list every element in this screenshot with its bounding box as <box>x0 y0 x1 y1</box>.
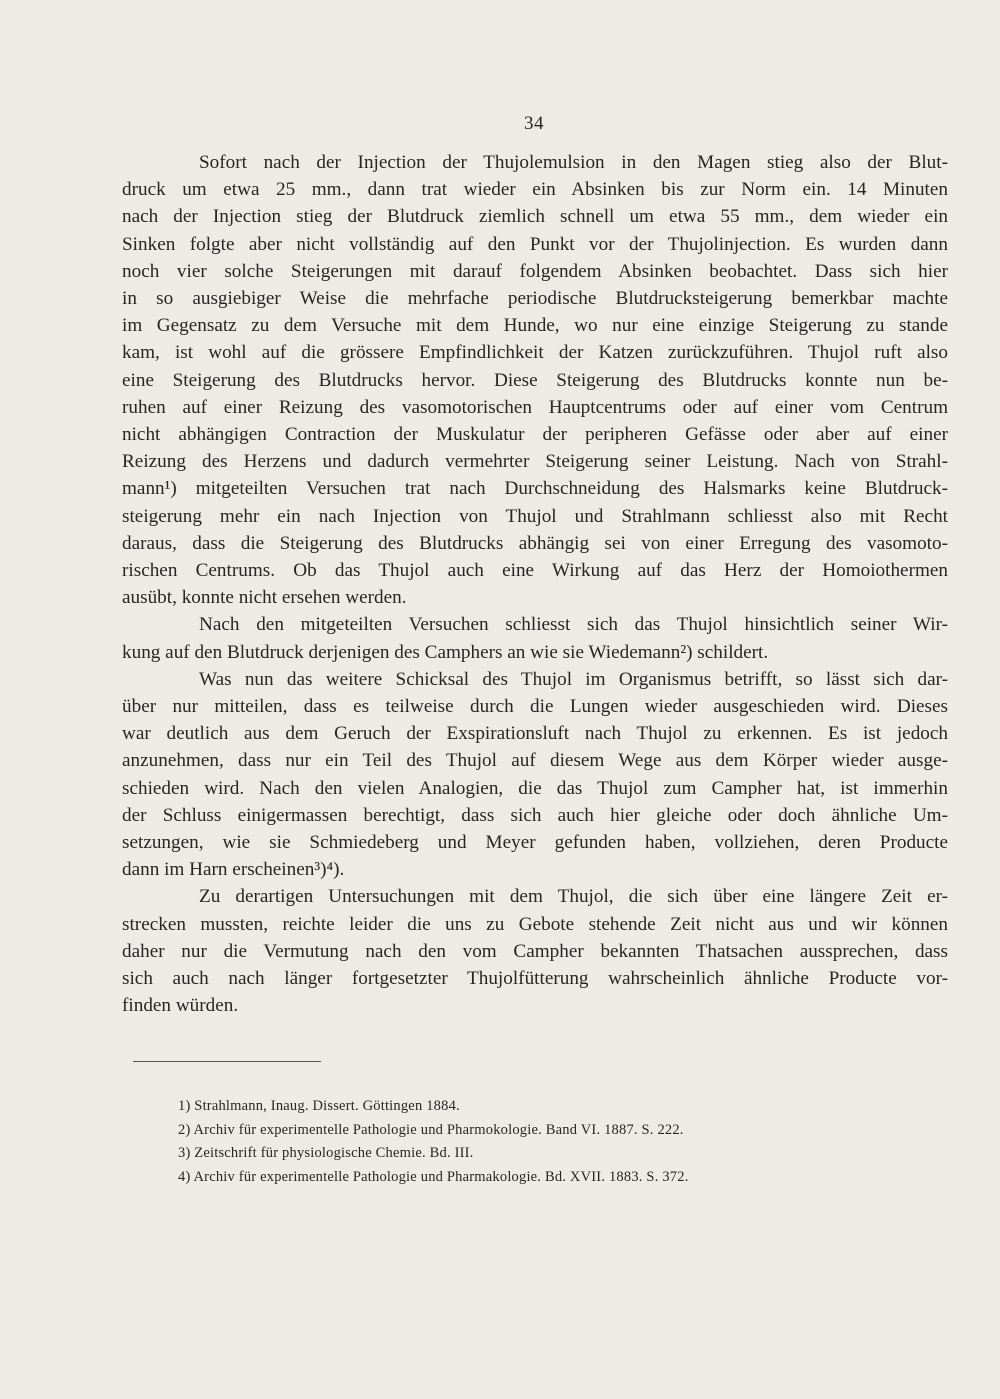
paragraph-first-line: Was nun das weitere Schicksal des Thujol im Organismus betrifft, so lässt sich dar- <box>199 668 948 690</box>
text-line: nicht abhängigen Contraction der Muskulatur der peripheren Gefässe oder aber auf einer <box>122 424 948 446</box>
page-number: 34 <box>524 113 544 134</box>
text-line: setzungen, wie sie Schmiedeberg und Meyer gefunden haben, vollziehen, deren Producte <box>122 832 948 854</box>
text-line: über nur mitteilen, dass es teilweise durch die Lungen wieder ausgeschieden wird. Dieses <box>122 696 948 718</box>
text-line: kam, ist wohl auf die grössere Empfindlichkeit der Katzen zurückzuführen. Thujol ruft also <box>122 342 948 364</box>
paragraph-first-line: Nach den mitgeteilten Versuchen schliesst sich das Thujol hinsichtlich seiner Wir- <box>199 614 948 636</box>
text-line: eine Steigerung des Blutdrucks hervor. Diese Steigerung des Blutdrucks konnte nun be- <box>122 369 948 391</box>
text-line: daraus, dass die Steigerung des Blutdrucks abhängig sei von einer Erregung des vasomoto- <box>122 532 948 554</box>
text-line: kung auf den Blutdruck derjenigen des Camphers an wie sie Wiedemann²) schildert. <box>122 641 769 663</box>
text-line: Sinken folgte aber nicht vollständig auf den Punkt vor der Thujolinjection. Es wurden dann <box>122 233 948 255</box>
text-line: mann¹) mitgeteilten Versuchen trat nach Durchschneidung des Halsmarks keine Blutdruck- <box>122 478 948 500</box>
text-line: finden würden. <box>122 995 239 1017</box>
footnote-separator <box>133 1061 321 1062</box>
text-line: anzunehmen, dass nur ein Teil des Thujol auf diesem Wege aus dem Körper wieder ausge- <box>122 750 948 772</box>
footnote-2: 2) Archiv für experimentelle Pathologie und Pharmokologie. Band VI. 1887. S. 222. <box>178 1121 684 1138</box>
footnotes <box>178 1095 878 1190</box>
footnote-3: 3) Zeitschrift für physiologische Chemie. Bd. III. <box>178 1145 474 1162</box>
text-line: war deutlich aus dem Geruch der Exspirationsluft nach Thujol zu erkennen. Es ist jedoch <box>122 723 948 745</box>
text-line: strecken mussten, reichte leider die uns zu Gebote stehende Zeit nicht aus und wir können <box>122 913 948 935</box>
text-line: druck um etwa 25 mm., dann trat wieder ein Absinken bis zur Norm ein. 14 Minuten <box>122 179 948 201</box>
text-line: schieden wird. Nach den vielen Analogien, die das Thujol zum Campher hat, ist immerhin <box>122 777 948 799</box>
body-text <box>122 149 948 1020</box>
text-line: im Gegensatz zu dem Versuche mit dem Hunde, wo nur eine einzige Steigerung zu stande <box>122 315 948 337</box>
paragraph-first-line: Sofort nach der Injection der Thujolemulsion in den Magen stieg also der Blut- <box>199 152 948 173</box>
paragraph-first-line: Zu derartigen Untersuchungen mit dem Thujol, die sich über eine längere Zeit er- <box>199 886 948 908</box>
text-line: dann im Harn erscheinen³)⁴). <box>122 859 345 881</box>
text-line: steigerung mehr ein nach Injection von Thujol und Strahlmann schliesst also mit Recht <box>122 505 948 527</box>
text-line: ruhen auf einer Reizung des vasomotorischen Hauptcentrums oder auf einer vom Centrum <box>122 396 948 418</box>
text-line: daher nur die Vermutung nach den vom Campher bekannten Thatsachen aussprechen, dass <box>122 940 948 962</box>
text-line: sich auch nach länger fortgesetzter Thujolfütterung wahrscheinlich ähnliche Producte vor- <box>122 968 948 990</box>
text-line: nach der Injection stieg der Blutdruck ziemlich schnell um etwa 55 mm., dem wieder ein <box>122 206 948 228</box>
text-line: der Schluss einigermassen berechtigt, dass sich auch hier gleiche oder doch ähnliche Um- <box>122 804 948 826</box>
text-line: Reizung des Herzens und dadurch vermehrter Steigerung seiner Leistung. Nach von Strahl- <box>122 451 948 473</box>
text-line: rischen Centrums. Ob das Thujol auch eine Wirkung auf das Herz der Homoiothermen <box>122 560 948 582</box>
footnote-4: 4) Archiv für experimentelle Pathologie und Pharmakologie. Bd. XVII. 1883. S. 372. <box>178 1169 689 1186</box>
text-line: noch vier solche Steigerungen mit darauf folgendem Absinken beobachtet. Dass sich hier <box>122 260 948 282</box>
footnote-1: 1) Strahlmann, Inaug. Dissert. Göttingen 1884. <box>178 1098 460 1114</box>
text-line: ausübt, konnte nicht ersehen werden. <box>122 587 407 609</box>
text-line: in so ausgiebiger Weise die mehrfache periodische Blutdrucksteigerung bemerkbar machte <box>122 288 948 310</box>
